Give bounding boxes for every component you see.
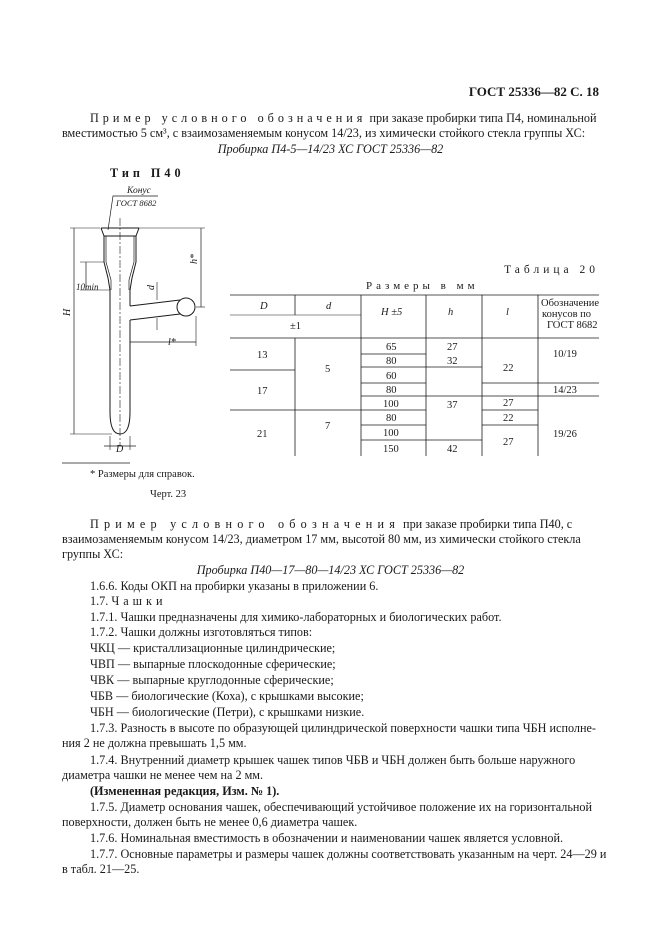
type-chvp: ЧВП — выпарные плоскодонные сферические;	[90, 657, 336, 671]
label-konus: Конус	[127, 186, 151, 196]
th-tol: ±1	[290, 321, 302, 332]
cell-H-3: 80	[386, 385, 397, 396]
cell-H-6: 100	[383, 428, 399, 439]
example2-line1	[62, 517, 599, 532]
p-1-7-6: 1.7.6. Номинальная вместимость в обозначении и наименовании чашек является условной.	[90, 831, 564, 845]
example2-line2: взаимозаменяемым конусом 14/23, диаметром 17 мм, высотой 80 мм, из химически стойкого стекла	[62, 532, 581, 546]
label-h-star: h*	[189, 254, 200, 264]
th-cone-2: конусов по	[542, 309, 592, 320]
cell-D-21: 21	[257, 429, 268, 440]
type-chbn: ЧБН — биологические (Петри), с крышками низкие.	[90, 705, 365, 719]
p-1-7-2: 1.7.2. Чашки должны изготовляться типов:	[90, 625, 313, 639]
figure-footnote: * Размеры для справок.	[90, 469, 195, 480]
p-1-7-title: Чашки	[111, 594, 167, 608]
cell-H-2: 60	[386, 371, 397, 382]
p-1-7-num: 1.7.	[90, 594, 109, 608]
cell-cone-14-23: 14/23	[553, 385, 577, 396]
figure-type-text: Тип П40	[110, 166, 185, 180]
th-d: d	[326, 301, 332, 312]
example2-spaced-label: Пример условного обозначения	[90, 517, 400, 531]
p-1-7-5-b: поверхности, должен быть не менее 0,6 диаметра чашек.	[62, 815, 358, 829]
figure-caption: Черт. 23	[150, 489, 187, 500]
p-1-7-3-b: ния 2 не должна превышать 1,5 мм.	[62, 736, 247, 750]
th-cone-1: Обозначение	[541, 298, 600, 309]
cell-l-27a: 27	[503, 398, 514, 409]
p-1-6-6: 1.6.6. Коды ОКП на пробирки указаны в приложении 6.	[90, 579, 379, 593]
p-1-7-7-b: в табл. 21—25.	[62, 862, 140, 876]
p-1-7-3-a: 1.7.3. Разность в высоте по образующей цилиндрической поверхности чашки типа ЧБН исполне-	[90, 721, 596, 735]
th-h: h	[448, 307, 454, 318]
example2-rest: при заказе пробирки типа П40, с	[403, 517, 573, 531]
table-subtitle: Размеры в мм	[366, 280, 479, 292]
example1-rest: при заказе пробирки типа П4, номинальной	[369, 111, 597, 125]
cell-H-7: 150	[383, 444, 399, 455]
table-title: Таблица 20	[504, 264, 599, 276]
cell-h-27: 27	[447, 342, 458, 353]
cell-d-7: 7	[325, 421, 331, 432]
example1-formula: Пробирка П4-5—14/23 ХС ГОСТ 25336—82	[217, 142, 444, 156]
amendment-note: (Измененная редакция, Изм. № 1).	[90, 784, 280, 798]
page-header: ГОСТ 25336—82 С. 18	[468, 84, 599, 99]
p-1-7-7-a: 1.7.7. Основные параметры и размеры чашек должны соответствовать указанным на черт. 24—29 и	[90, 847, 607, 861]
type-chbv: ЧБВ — биологические (Коха), с крышками высокие;	[90, 689, 364, 703]
cell-h-42: 42	[447, 444, 458, 455]
p-1-7-4-a: 1.7.4. Внутренний диаметр крышек чашек типов ЧБВ и ЧБН должен быть больше наружного	[90, 753, 576, 767]
example2-formula: Пробирка П40—17—80—14/23 ХС ГОСТ 25336—82	[196, 563, 465, 577]
example2-line3: группы ХС:	[62, 547, 124, 561]
cell-l-22a: 22	[503, 363, 514, 374]
p-1-7-5-a: 1.7.5. Диаметр основания чашек, обеспечивающий устойчивое положение их на горизонтальной	[90, 800, 593, 814]
cell-H-5: 80	[386, 413, 397, 424]
cell-d-5: 5	[325, 364, 331, 375]
p-1-7-4-b: диаметра чашки не менее чем на 2 мм.	[62, 768, 264, 782]
label-d: d	[146, 285, 157, 290]
p-1-7-1: 1.7.1. Чашки предназначены для химико-лабораторных и биологических работ.	[90, 610, 502, 624]
label-l-star: l*	[168, 337, 176, 348]
cell-l-22b: 22	[503, 413, 514, 424]
th-H: H ±5	[381, 307, 403, 318]
p-1-7-heading	[62, 594, 599, 609]
cell-h-37: 37	[447, 400, 458, 411]
th-D: D	[260, 301, 268, 312]
type-chkc: ЧКЦ — кристаллизационные цилиндрические;	[90, 641, 336, 655]
type-chvk: ЧВК — выпарные круглодонные сферические;	[90, 673, 334, 687]
th-l: l	[506, 307, 509, 318]
th-cone-3: ГОСТ 8682	[547, 320, 598, 331]
cell-l-27b: 27	[503, 437, 514, 448]
cell-D-13: 13	[257, 350, 268, 361]
cell-H-1: 80	[386, 356, 397, 367]
label-gost: ГОСТ 8682	[116, 198, 157, 208]
label-H: H	[62, 308, 73, 316]
example1-line2: вместимостью 5 см³, с взаимозаменяемым конусом 14/23, из химически стойкого стекла группы ХС:	[62, 126, 586, 140]
label-D: D	[116, 444, 124, 455]
cell-cone-19-26: 19/26	[553, 429, 577, 440]
cell-D-17: 17	[257, 386, 268, 397]
cell-cone-10-19: 10/19	[553, 349, 577, 360]
cell-H-4: 100	[383, 399, 399, 410]
cell-H-0: 65	[386, 342, 397, 353]
cell-h-32: 32	[447, 356, 458, 367]
label-10min: 10min	[76, 282, 99, 292]
example1-spaced-label: Пример условного обозначения	[90, 111, 367, 125]
